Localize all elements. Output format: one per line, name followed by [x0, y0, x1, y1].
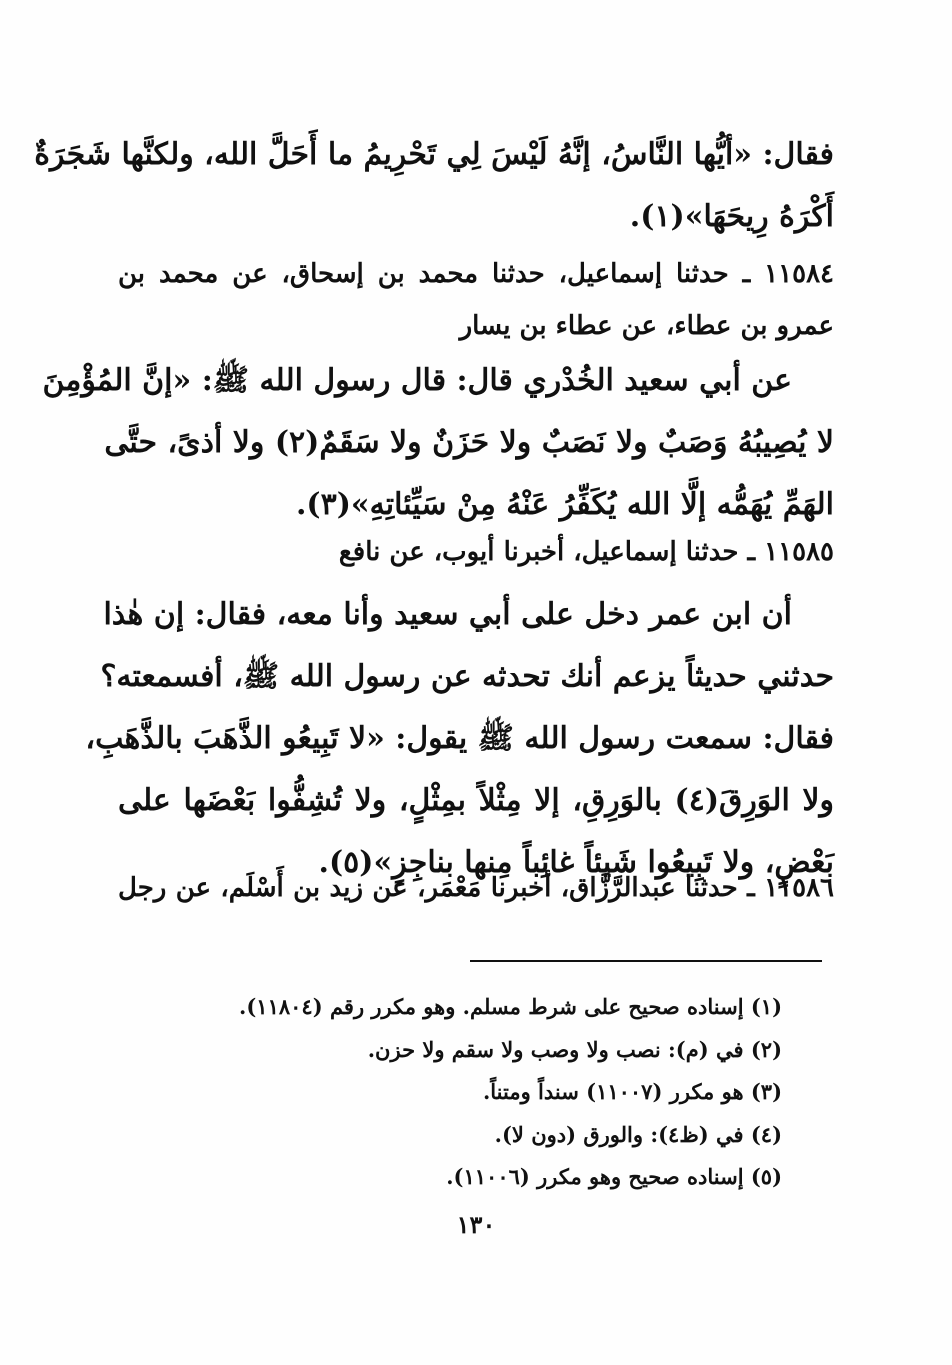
text-line: بَعْضٍ، ولا تَبِيعُوا شَيئاً غائِباً مِنها بناجِزٍ»(٥). [318, 845, 834, 880]
footnote-4: (٤) في (ظ٤): والورق (دون لا). [494, 1121, 782, 1147]
text-line: ولا الوَرِقَ(٤) بالوَرِقِ، إلا مِثْلاً بمِثْلٍ، ولا تُشِفُّوا بَعْضَها على [118, 783, 834, 818]
text-line: أن ابن عمر دخل على أبي سعيد وأنا معه، فقال: إن هٰذا [103, 597, 792, 632]
hadith-11584-chain [118, 248, 834, 352]
chain-line: ١١٥٨٦ ـ حدثنا عبدالرَّزَّاق، أخبرنا مَعْمَر، عن زيد بن أَسْلَم، عن رجل [118, 873, 834, 903]
footnotes [160, 986, 782, 1199]
footnote-1: (١) إسناده صحيح على شرط مسلم. وهو مكرر رقم (١١٨٠٤). [239, 994, 782, 1019]
footnote-2: (٢) في (م): نصب ولا وصب ولا سقم ولا حزن. [367, 1036, 782, 1062]
text-line: أَكْرَهُ رِيحَهَا»(١). [629, 199, 834, 234]
hadith-11586-chain [118, 862, 834, 914]
text-line: عن أبي سعيد الخُدْري قال: قال رسول الله ﷺ: «إنَّ المُؤْمِنَ [42, 363, 792, 398]
chain-line: ١١٥٨٥ ـ حدثنا إسماعيل، أخبرنا أيوب، عن نافع [338, 537, 834, 567]
footnote-separator [470, 960, 822, 962]
footnote-5: (٥) إسناده صحيح وهو مكرر (١١٠٠٦). [446, 1164, 782, 1189]
text-line: حدثني حديثاً يزعم أنك تحدثه عن رسول الله ﷺ، أفسمعته؟ [100, 659, 834, 694]
chain-line: عمرو بن عطاء، عن عطاء بن يسار [459, 311, 834, 341]
hadith-11585-chain [118, 526, 834, 578]
text-line: الهَمِّ يُهَمُّه إلَّا الله يُكَفِّرُ عَنْهُ مِنْ سَيِّئاتِهِ»(٣). [295, 487, 834, 522]
text-line: لا يُصِيبُهُ وَصَبٌ ولا نَصَبٌ ولا حَزَنٌ ولا سَقَمٌ(٢) ولا أذىً، حتَّى [104, 425, 834, 460]
page-number: ١٣٠ [456, 1210, 496, 1239]
hadith-11585-text [85, 584, 834, 894]
text-line: فقال: سمعت رسول الله ﷺ يقول: «لا تَبِيعُو الذَّهَبَ بالذَّهَبِ، [85, 721, 834, 756]
chain-line: ١١٥٨٤ ـ حدثنا إسماعيل، حدثنا محمد بن إسحاق، عن محمد بن [118, 259, 834, 289]
footnote-3: (٣) هو مكرر (١١٠٠٧) سنداً ومتناً. [482, 1079, 782, 1104]
hadith-11584-text [42, 350, 834, 536]
paragraph-continuation [34, 124, 834, 248]
text-line: فقال: «أيُّها النَّاسُ، إنَّهُ لَيْسَ لِي تَحْرِيمُ ما أَحَلَّ الله، ولكنَّها شَجَرَةٌ [34, 137, 834, 172]
